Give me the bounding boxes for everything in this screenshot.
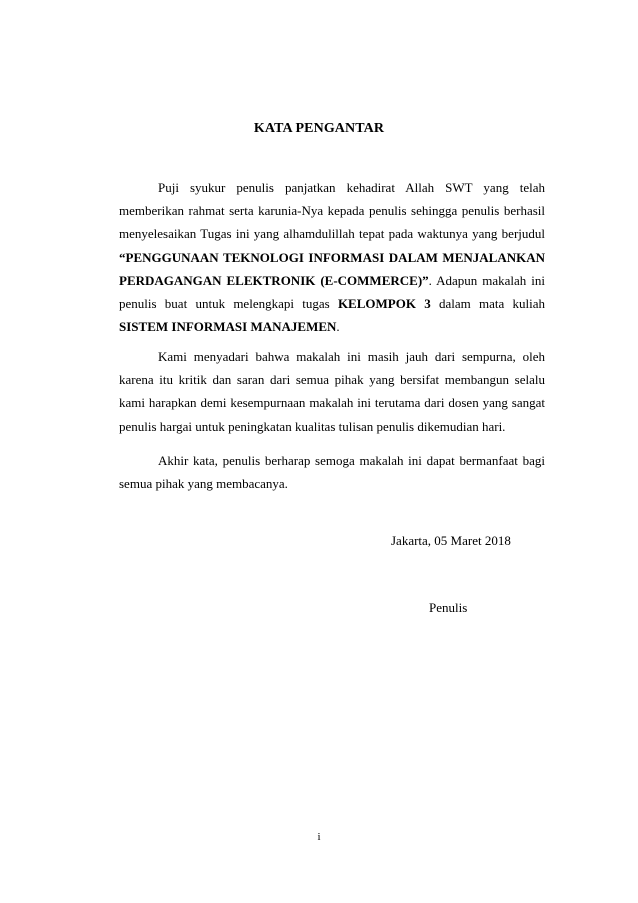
paragraph-1-text-2: . Adapun makalah ini penulis buat untuk melengkapi tugas <box>119 272 545 312</box>
paragraph-2-content: Kami menyadari bahwa makalah ini masih jauh dari sempurna, oleh karena itu kritik dan saran dari semua pihak yang bersifat membangun selalu kami harapkan demi kesempurnaan makalah ini terutama dari dosen yang sangat penulis hargai untuk peningkatan kualitas tulisan penulis dikemudian hari. <box>119 349 545 434</box>
paper-title-bold: “PENGGUNAAN TEKNOLOGI INFORMASI DALAM MENJALANKAN PERDAGANGAN ELEKTRONIK (E-COMMERCE)” <box>119 249 545 288</box>
course-name-bold: SISTEM INFORMASI MANAJEMEN <box>119 319 337 335</box>
page-title: KATA PENGANTAR <box>253 121 385 136</box>
paragraph-1-text-4: . <box>336 319 340 335</box>
paragraph-1 <box>119 176 545 338</box>
paragraph-3 <box>119 449 545 495</box>
paragraph-1-content <box>119 176 545 338</box>
signer: Penulis <box>429 600 468 615</box>
page-number: i <box>317 831 321 843</box>
group-name-bold: KELOMPOK 3 <box>337 296 431 312</box>
place-date: Jakarta, 05 Maret 2018 <box>391 533 511 548</box>
paragraph-2 <box>119 345 545 438</box>
paragraph-1-text-1: Puji syukur penulis panjatkan kehadirat Allah SWT yang telah memberikan rahmat serta karunia-Nya kepada penulis sehingga penulis berhasil menyelesaikan Tugas ini yang alhamdulillah tepat pada waktunya yang berjudul <box>119 180 545 242</box>
paragraph-3-content: Akhir kata, penulis berharap semoga makalah ini dapat bermanfaat bagi semua pihak yang membacanya. <box>119 453 545 492</box>
paragraph-1-text-3: dalam mata kuliah <box>430 296 546 312</box>
